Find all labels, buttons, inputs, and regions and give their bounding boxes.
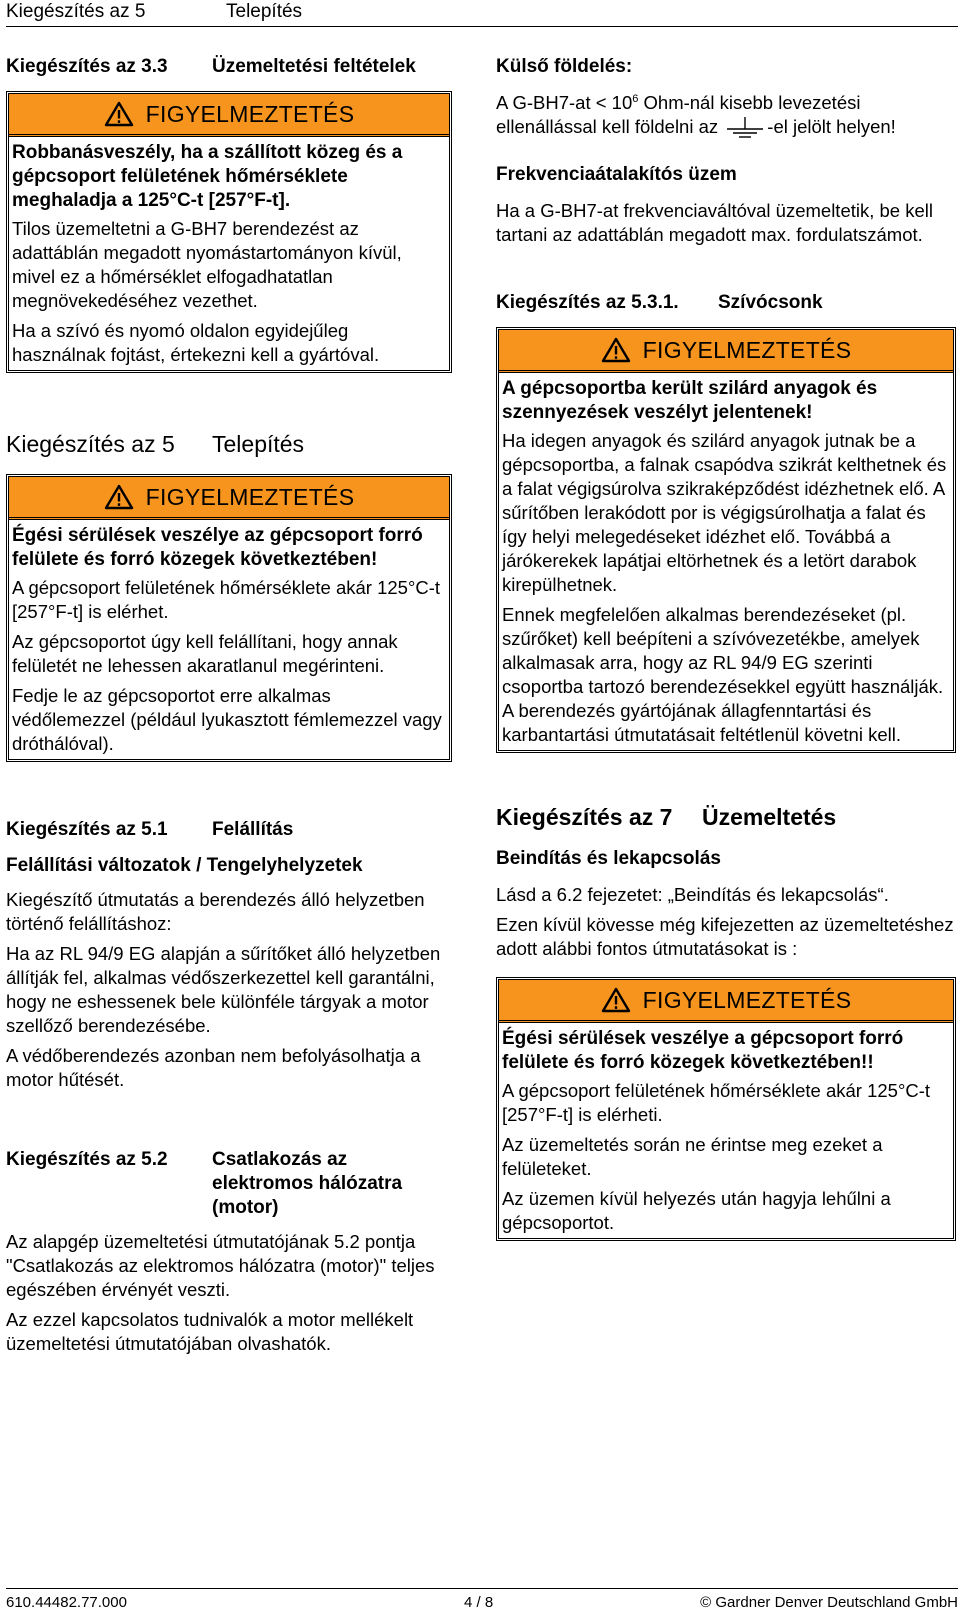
document-number: 610.44482.77.000 — [6, 1594, 127, 1611]
page-footer — [6, 1588, 958, 1619]
grounding-text-c: -el jelölt helyen! — [767, 116, 896, 137]
warning-lead: A gépcsoportba került szilárd anyagok és szennyezések veszélyt jelentenek! — [502, 378, 878, 423]
subheading-start-stop: Beindítás és lekapcsolás — [496, 848, 721, 869]
paragraph: Az alapgép üzemeltetési útmutatójának 5.2 pontja "Csatlakozás az elektromos hálózatra (motor)" teljes egészében érvényét veszti. — [6, 1231, 435, 1300]
page-header — [6, 0, 958, 27]
section-title: Üzemeltetési feltételek — [212, 56, 416, 77]
paragraph: Ha a G-BH7-at frekvenciaváltóval üzemeltetik, be kell tartani az adattáblán megadott max. fordulatszámot. — [496, 200, 933, 245]
section-number: Kiegészítés az 7 — [496, 804, 673, 830]
exponent: 6 — [632, 92, 639, 105]
warning-box-burn — [6, 474, 452, 762]
warning-box-burn-operation — [496, 977, 956, 1241]
paragraph: Ezen kívül kövesse még kifejezetten az üzemeltetéshez adott alábbi fontos útmutatásokat is : — [496, 914, 954, 959]
warning-text: Ennek megfelelően alkalmas berendezéseket (pl. szűrőket) kell beépíteni a szívóvezetékbe, amelyek alkalmasak arra, hogy az RL 94/9 EG szerinti csoportba tartozó berendezésekkel együtt használják. A berendezés gyártójának állagfenntartási és karbantartási útmutatásait feltétlenül követni kell. — [502, 604, 944, 745]
warning-title: FIGYELMEZTETÉS — [145, 100, 355, 127]
header-section-title: Telepítés — [226, 1, 303, 22]
warning-triangle-icon — [601, 337, 631, 363]
warning-title: FIGYELMEZTETÉS — [642, 336, 852, 363]
warning-text: Az üzemen kívül helyezés után hagyja lehűlni a gépcsoportot. — [502, 1188, 891, 1233]
paragraph: A védőberendezés azonban nem befolyásolhatja a motor hűtését. — [6, 1045, 421, 1090]
section-title: Csatlakozás az elektromos hálózatra (motor) — [212, 1149, 403, 1218]
section-title: Üzemeltetés — [702, 804, 837, 830]
section-heading-7 — [496, 803, 956, 831]
warning-text: Fedje le az gépcsoportot erre alkalmas védőlemezzel (például lyukasztott fémlemezzel vagy dróthálóval). — [12, 685, 442, 754]
warning-lead: Égési sérülések veszélye a gépcsoport forró felülete és forró közegek következtében!! — [502, 1028, 904, 1073]
ground-symbol-icon — [725, 117, 765, 139]
subheading-external-grounding: Külső földelés: — [496, 56, 633, 77]
section-title: Felállítás — [212, 819, 294, 840]
warning-lead: Robbanásveszély, ha a szállított közeg és a gépcsoport felületének hőmérséklete meghaladja a 125°C-t [257°F-t]. — [12, 142, 403, 211]
section-number: Kiegészítés az 5.1 — [6, 819, 168, 840]
warning-triangle-icon — [104, 484, 134, 510]
section-number: Kiegészítés az 5.3.1. — [496, 292, 679, 313]
warning-triangle-icon — [104, 101, 134, 127]
right-column — [496, 55, 956, 1241]
paragraph-grounding — [496, 91, 956, 139]
section-number: Kiegészítés az 5.2 — [6, 1149, 168, 1170]
section-title: Telepítés — [212, 431, 305, 457]
warning-title: FIGYELMEZTETÉS — [145, 483, 355, 510]
paragraph: Ha az RL 94/9 EG alapján a sűrítőket álló helyzetben állítják fel, alkalmas védőszerkezettel kell garantálni, hogy ne eshessenek bele különféle tárgyak a motor szellőző berendezésébe. — [6, 943, 441, 1036]
header-section-number: Kiegészítés az 5 — [6, 1, 146, 22]
warning-header — [9, 94, 449, 137]
page-number: 4 / 8 — [464, 1594, 494, 1611]
warning-text: A gépcsoport felületének hőmérséklete akár 125°C-t [257°F-t] is elérhet. — [12, 577, 441, 622]
left-column — [6, 55, 452, 1362]
paragraph: Az ezzel kapcsolatos tudnivalók a motor mellékelt üzemeltetési útmutatójában olvashatók. — [6, 1309, 414, 1354]
section-heading-5-3-1 — [496, 291, 956, 315]
copyright: © Gardner Denver Deutschland GmbH — [700, 1594, 958, 1611]
warning-text: Ha idegen anyagok és szilárd anyagok jutnak be a gépcsoportba, a falnak csapódva szikrát kelthetnek és a falat végigsúrolva szikraképződést idézhetnek elő. A sűrítőben lerakódott por is végigsúrolhatja a falat és így helyi melegedéseket idézhet elő. Továbbá a járókerekek lapátjai eltörhetnek és a letört darabok kirepülhetnek. — [502, 430, 947, 595]
grounding-text-b: Ohm-nál kisebb levezetési ellenállással kell földelni az — [496, 92, 861, 137]
subheading-setup-variants: Felállítási változatok / Tengelyhelyzetek — [6, 855, 363, 876]
subheading-frequency-converter: Frekvenciaátalakítós üzem — [496, 164, 737, 185]
section-heading-5-1 — [6, 818, 452, 842]
warning-header — [9, 477, 449, 520]
warning-triangle-icon — [601, 987, 631, 1013]
warning-box-explosion — [6, 91, 452, 373]
warning-box-solids — [496, 327, 956, 753]
paragraph: Lásd a 6.2 fejezetet: „Beindítás és lekapcsolás“. — [496, 884, 889, 905]
section-heading-5 — [6, 430, 452, 458]
warning-text: Ha a szívó és nyomó oldalon egyidejűleg használnak fojtást, értekezni kell a gyártóval. — [12, 320, 380, 365]
section-title: Szívócsonk — [718, 292, 823, 313]
warning-lead: Égési sérülések veszélye az gépcsoport forró felülete és forró közegek következtében! — [12, 525, 423, 570]
section-number: Kiegészítés az 3.3 — [6, 56, 168, 77]
section-number: Kiegészítés az 5 — [6, 431, 175, 457]
warning-text: Az üzemeltetés során ne érintse meg ezeket a felületeket. — [502, 1134, 883, 1179]
warning-text: A gépcsoport felületének hőmérséklete akár 125°C-t [257°F-t] is elérheti. — [502, 1080, 931, 1125]
warning-header — [499, 330, 953, 373]
warning-text: Az gépcsoportot úgy kell felállítani, hogy annak felületét ne lehessen akaratlanul megérinteni. — [12, 631, 398, 676]
section-heading-3-3 — [6, 55, 452, 79]
warning-title: FIGYELMEZTETÉS — [642, 986, 852, 1013]
warning-text: Tilos üzemeltetni a G-BH7 berendezést az adattáblán megadott nyomástartományon kívül, mivel ez a hőmérséklet elfogadhatatlan megnövekedéséhez vezethet. — [12, 218, 402, 311]
section-heading-5-2 — [6, 1148, 452, 1220]
paragraph: Kiegészítő útmutatás a berendezés álló helyzetben történő felállításhoz: — [6, 889, 425, 934]
grounding-text-a: A G-BH7-at < 10 — [496, 92, 633, 113]
warning-header — [499, 980, 953, 1023]
